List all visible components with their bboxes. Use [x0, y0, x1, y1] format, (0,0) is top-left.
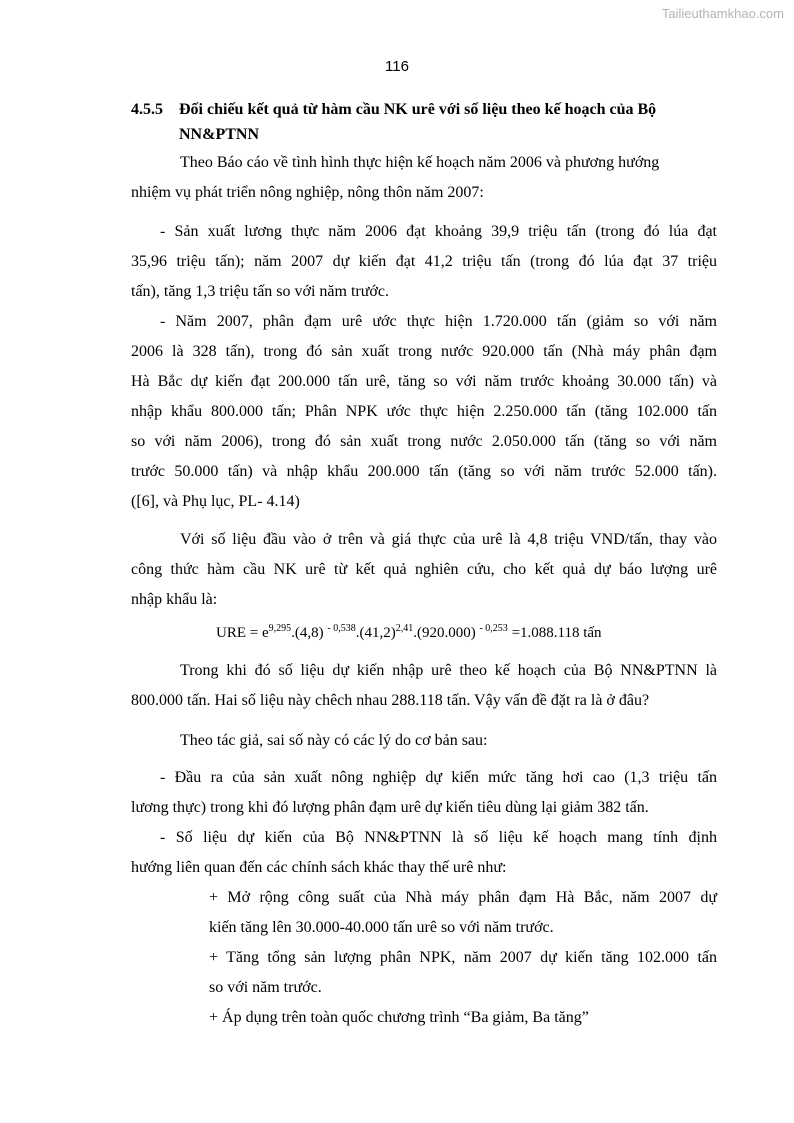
heading-line-1: Đối chiếu kết quả từ hàm cầu NK urê với số liệu theo kế hoạch của Bộ	[179, 101, 657, 118]
bullet-line: so với năm 2006), trong đó sản xuất trong nước 2.050.000 tấn (tăng so với năm	[131, 433, 717, 450]
section-number: 4.5.5	[131, 101, 163, 118]
bullet-line: 2006 là 328 tấn), trong đó sản xuất trong nước 920.000 tấn (Nhà máy phân đạm	[131, 343, 717, 360]
sub-item-line: so với năm trước.	[209, 979, 322, 996]
bullet-line: - Năm 2007, phân đạm urê ước thực hiện 1.720.000 tấn (giảm so với năm	[160, 313, 717, 330]
sub-item-line: + Tăng tổng sản lượng phân NPK, năm 2007 dự kiến tăng 102.000 tấn	[209, 949, 717, 966]
watermark: Tailieuthamkhao.com	[661, 6, 784, 21]
sub-item-line: kiến tăng lên 30.000-40.000 tấn urê so với năm trước.	[209, 919, 554, 936]
bullet-line: Hà Bắc dự kiến đạt 200.000 tấn urê, tăng so với năm trước khoảng 30.000 tấn) và	[131, 373, 717, 390]
paragraph-line: Với số liệu đầu vào ở trên và giá thực của urê là 4,8 triệu VND/tấn, thay vào	[180, 531, 717, 548]
paragraph-line: Trong khi đó số liệu dự kiến nhập urê theo kế hoạch của Bộ NN&PTNN là	[180, 662, 717, 679]
formula: URE = $e^{9,295}.(4,8)$ $^{- 0,538}.(41,2)^{2,41}.(920.000)$ $^{- 0,253}$ =1.088.118 tấn	[216, 623, 602, 641]
sub-item-line: + Mở rộng công suất của Nhà máy phân đạm Hà Bắc, năm 2007 dự	[209, 889, 717, 906]
paragraph-line: 800.000 tấn. Hai số liệu này chêch nhau 288.118 tấn. Vậy vấn đề đặt ra là ở đâu?	[131, 692, 650, 709]
paragraph-line: nhập khẩu là:	[131, 591, 218, 608]
bullet-line: trước 50.000 tấn) và nhập khẩu 200.000 tấn (tăng so với năm trước 52.000 tấn).	[131, 463, 717, 480]
paragraph-line: Theo Báo cáo về tình hình thực hiện kế hoạch năm 2006 và phương hướng	[180, 154, 660, 171]
heading-line-2: NN&PTNN	[179, 126, 259, 143]
sub-item-line: + Áp dụng trên toàn quốc chương trình “Ba giảm, Ba tăng”	[209, 1009, 589, 1026]
bullet-line: ([6], và Phụ lục, PL- 4.14)	[131, 493, 300, 510]
page-number: 116	[385, 58, 409, 75]
bullet-line: 35,96 triệu tấn); năm 2007 dự kiến đạt 41,2 triệu tấn (trong đó lúa đạt 37 triệu	[131, 253, 717, 270]
section-heading	[131, 97, 721, 147]
paragraph-line: công thức hàm cầu NK urê từ kết quả nghiên cứu, cho kết quả dự báo lượng urê	[131, 561, 717, 578]
paragraph-line: nhiệm vụ phát triển nông nghiệp, nông thôn năm 2007:	[131, 184, 484, 201]
bullet-line: tấn), tăng 1,3 triệu tấn so với năm trước.	[131, 283, 389, 300]
bullet-line: - Sản xuất lương thực năm 2006 đạt khoảng 39,9 triệu tấn (trong đó lúa đạt	[160, 223, 717, 240]
bullet-line: - Số liệu dự kiến của Bộ NN&PTNN là số liệu kế hoạch mang tính định	[160, 829, 717, 846]
bullet-line: - Đầu ra của sản xuất nông nghiệp dự kiến mức tăng hơi cao (1,3 triệu tấn	[160, 769, 717, 786]
bullet-line: hướng liên quan đến các chính sách khác thay thế urê như:	[131, 859, 507, 876]
bullet-line: lương thực) trong khi đó lượng phân đạm urê dự kiến tiêu dùng lại giảm 382 tấn.	[131, 799, 649, 816]
bullet-line: nhập khẩu 800.000 tấn; Phân NPK ước thực hiện 2.250.000 tấn (tăng 102.000 tấn	[131, 403, 717, 420]
paragraph-line: Theo tác giả, sai số này có các lý do cơ bản sau:	[180, 732, 488, 749]
